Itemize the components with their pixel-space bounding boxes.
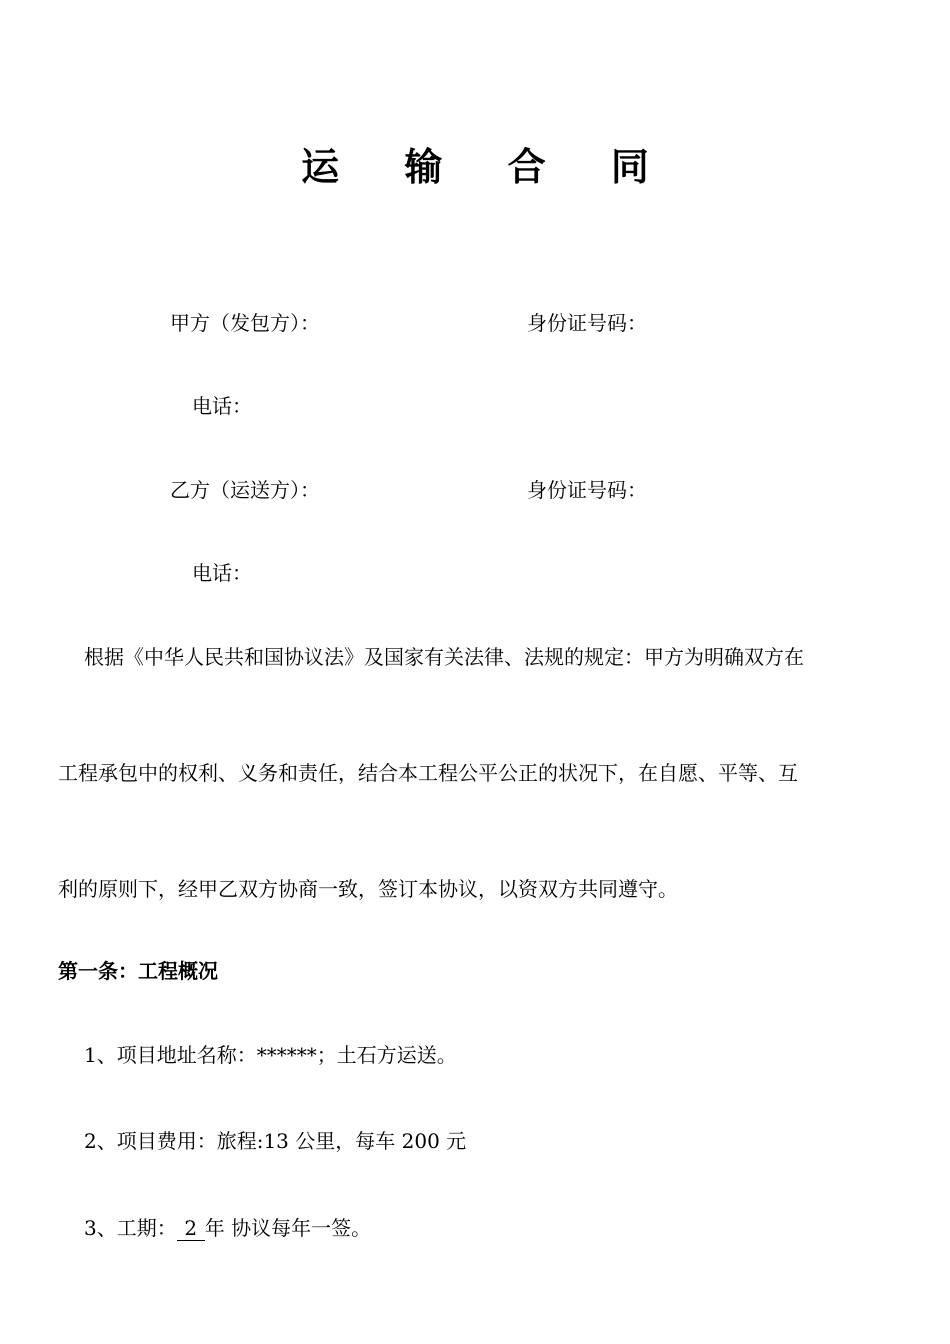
party-a-phone-label: 电话： bbox=[192, 394, 252, 418]
party-a-label: 甲方（发包方）： bbox=[170, 311, 320, 335]
item-3-duration-value: 2 bbox=[177, 1216, 205, 1241]
preamble-line-3: 利的原则下，经甲乙双方协商一致，签订本协议，以资双方共同遵守。 bbox=[58, 877, 678, 901]
party-a-id-label: 身份证号码： bbox=[527, 311, 647, 335]
item-3-prefix: 3、工期： bbox=[84, 1216, 177, 1240]
preamble-line-2: 工程承包中的权利、义务和责任，结合本工程公平公正的状况下，在自愿、平等、互 bbox=[58, 761, 798, 785]
party-b-label: 乙方（运送方）： bbox=[170, 478, 320, 502]
item-3-suffix: 年 协议每年一签。 bbox=[204, 1216, 372, 1240]
party-b-phone-label: 电话： bbox=[192, 561, 252, 585]
preamble-line-1: 根据《中华人民共和国协议法》及国家有关法律、法规的规定：甲方为明确双方在 bbox=[84, 645, 804, 669]
item-2-project-cost: 2、项目费用：旅程:13 公里，每车 200 元 bbox=[84, 1129, 467, 1153]
item-3-duration bbox=[84, 1213, 371, 1243]
item-1-project-address: 1、项目地址名称：******；土石方运送。 bbox=[84, 1043, 457, 1067]
article-1-heading: 第一条：工程概况 bbox=[58, 959, 218, 983]
party-b-id-label: 身份证号码： bbox=[527, 478, 647, 502]
contract-title: 运 输 合 同 bbox=[301, 145, 675, 189]
